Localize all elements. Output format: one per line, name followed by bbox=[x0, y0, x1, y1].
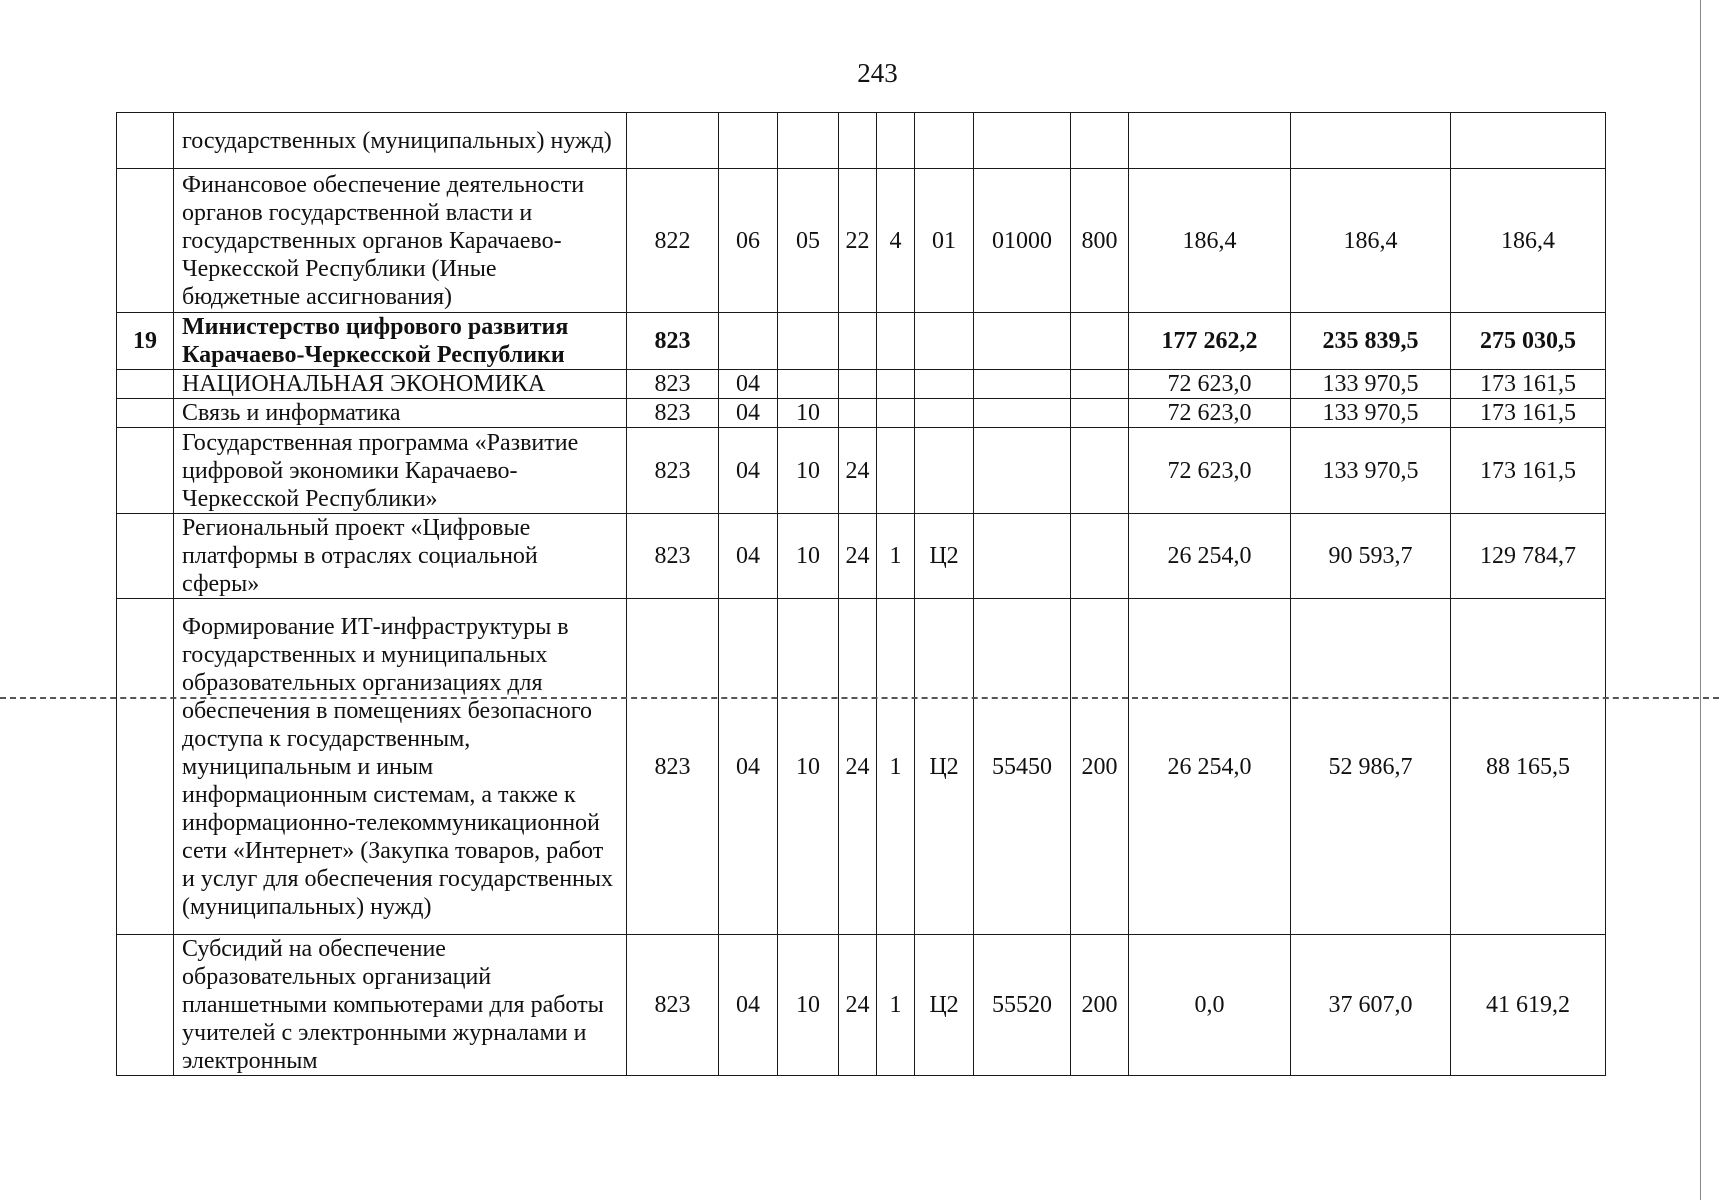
subsection-code-cell bbox=[778, 370, 839, 399]
amount-2024-cell: 133 970,5 bbox=[1291, 399, 1451, 428]
subsection-code-cell bbox=[778, 113, 839, 169]
row-number-cell bbox=[117, 399, 174, 428]
expense-code-cell bbox=[974, 370, 1071, 399]
expense-code-cell: 55450 bbox=[974, 599, 1071, 935]
amount-2025-cell: 129 784,7 bbox=[1451, 514, 1606, 599]
subprogram-code-cell: 1 bbox=[877, 514, 915, 599]
table-row bbox=[117, 514, 1606, 599]
row-name-cell: Министерство цифрового развития Карачаево-Черкесской Республики bbox=[174, 313, 627, 370]
section-code-cell bbox=[719, 313, 778, 370]
program-code-cell: 24 bbox=[839, 514, 877, 599]
amount-2025-cell: 173 161,5 bbox=[1451, 370, 1606, 399]
amount-2024-cell bbox=[1291, 113, 1451, 169]
subprogram-code-cell: 1 bbox=[877, 599, 915, 935]
row-number-cell bbox=[117, 169, 174, 313]
page-edge-line bbox=[1700, 0, 1701, 1200]
row-number-cell bbox=[117, 935, 174, 1076]
gov-code-cell bbox=[627, 113, 719, 169]
row-name-cell: Субсидий на обеспечение образовательных организаций планшетными компьютерами для работы учителей с электронными журналами и электронным bbox=[174, 935, 627, 1076]
table-row bbox=[117, 313, 1606, 370]
gov-code-cell: 823 bbox=[627, 599, 719, 935]
amount-2025-cell: 173 161,5 bbox=[1451, 428, 1606, 514]
type-code-cell bbox=[1071, 399, 1129, 428]
program-code-cell bbox=[839, 113, 877, 169]
subsection-code-cell: 05 bbox=[778, 169, 839, 313]
direction-code-cell bbox=[915, 370, 974, 399]
gov-code-cell: 822 bbox=[627, 169, 719, 313]
expense-code-cell bbox=[974, 428, 1071, 514]
row-number-cell bbox=[117, 599, 174, 935]
subprogram-code-cell: 1 bbox=[877, 935, 915, 1076]
row-name-cell: Финансовое обеспечение деятельности органов государственной власти и государственных органов Карачаево-Черкесской Республики (Иные бюджетные ассигнования) bbox=[174, 169, 627, 313]
type-code-cell: 800 bbox=[1071, 169, 1129, 313]
amount-2023-cell: 186,4 bbox=[1129, 169, 1291, 313]
cut-line bbox=[0, 697, 1719, 699]
amount-2023-cell bbox=[1129, 113, 1291, 169]
row-name-cell: Формирование ИТ-инфраструктуры в государственных и муниципальных образовательных организациях для обеспечения в помещениях безопасного доступа к государственным, муниципальным и иным информационным системам, а также к информационно-телекоммуникационной сети «Интернет» (Закупка товаров, работ и услуг для обеспечения государственных (муниципальных) нужд) bbox=[174, 599, 627, 935]
direction-code-cell bbox=[915, 113, 974, 169]
subsection-code-cell bbox=[778, 313, 839, 370]
table-row bbox=[117, 399, 1606, 428]
gov-code-cell: 823 bbox=[627, 428, 719, 514]
subsection-code-cell: 10 bbox=[778, 599, 839, 935]
section-code-cell: 04 bbox=[719, 428, 778, 514]
subsection-code-cell: 10 bbox=[778, 514, 839, 599]
gov-code-cell: 823 bbox=[627, 399, 719, 428]
amount-2024-cell: 133 970,5 bbox=[1291, 428, 1451, 514]
expense-code-cell bbox=[974, 514, 1071, 599]
budget-table bbox=[116, 112, 1606, 1076]
amount-2025-cell: 173 161,5 bbox=[1451, 399, 1606, 428]
type-code-cell bbox=[1071, 313, 1129, 370]
table-row bbox=[117, 935, 1606, 1076]
section-code-cell: 04 bbox=[719, 399, 778, 428]
section-code-cell: 04 bbox=[719, 514, 778, 599]
amount-2023-cell: 72 623,0 bbox=[1129, 428, 1291, 514]
row-name-cell: Связь и информатика bbox=[174, 399, 627, 428]
direction-code-cell: 01 bbox=[915, 169, 974, 313]
section-code-cell: 04 bbox=[719, 935, 778, 1076]
section-code-cell: 04 bbox=[719, 370, 778, 399]
gov-code-cell: 823 bbox=[627, 514, 719, 599]
program-code-cell: 24 bbox=[839, 935, 877, 1076]
amount-2025-cell: 41 619,2 bbox=[1451, 935, 1606, 1076]
subsection-code-cell: 10 bbox=[778, 399, 839, 428]
amount-2023-cell: 72 623,0 bbox=[1129, 370, 1291, 399]
subprogram-code-cell: 4 bbox=[877, 169, 915, 313]
program-code-cell bbox=[839, 370, 877, 399]
amount-2023-cell: 26 254,0 bbox=[1129, 514, 1291, 599]
type-code-cell: 200 bbox=[1071, 935, 1129, 1076]
gov-code-cell: 823 bbox=[627, 935, 719, 1076]
subprogram-code-cell bbox=[877, 399, 915, 428]
amount-2023-cell: 26 254,0 bbox=[1129, 599, 1291, 935]
direction-code-cell: Ц2 bbox=[915, 599, 974, 935]
program-code-cell: 24 bbox=[839, 428, 877, 514]
amount-2023-cell: 0,0 bbox=[1129, 935, 1291, 1076]
direction-code-cell: Ц2 bbox=[915, 514, 974, 599]
row-number-cell bbox=[117, 113, 174, 169]
program-code-cell: 24 bbox=[839, 599, 877, 935]
table-row bbox=[117, 428, 1606, 514]
amount-2024-cell: 235 839,5 bbox=[1291, 313, 1451, 370]
subprogram-code-cell bbox=[877, 370, 915, 399]
amount-2023-cell: 72 623,0 bbox=[1129, 399, 1291, 428]
expense-code-cell: 55520 bbox=[974, 935, 1071, 1076]
section-code-cell: 04 bbox=[719, 599, 778, 935]
direction-code-cell bbox=[915, 399, 974, 428]
subsection-code-cell: 10 bbox=[778, 428, 839, 514]
amount-2025-cell: 88 165,5 bbox=[1451, 599, 1606, 935]
program-code-cell: 22 bbox=[839, 169, 877, 313]
expense-code-cell: 01000 bbox=[974, 169, 1071, 313]
expense-code-cell bbox=[974, 113, 1071, 169]
table-row bbox=[117, 599, 1606, 935]
subprogram-code-cell bbox=[877, 313, 915, 370]
subprogram-code-cell bbox=[877, 428, 915, 514]
type-code-cell bbox=[1071, 370, 1129, 399]
expense-code-cell bbox=[974, 399, 1071, 428]
amount-2024-cell: 37 607,0 bbox=[1291, 935, 1451, 1076]
amount-2025-cell: 186,4 bbox=[1451, 169, 1606, 313]
row-name-cell: Государственная программа «Развитие цифровой экономики Карачаево-Черкесской Республики» bbox=[174, 428, 627, 514]
type-code-cell bbox=[1071, 428, 1129, 514]
gov-code-cell: 823 bbox=[627, 370, 719, 399]
table-row bbox=[117, 370, 1606, 399]
row-name-cell: Региональный проект «Цифровые платформы в отраслях социальной сферы» bbox=[174, 514, 627, 599]
amount-2024-cell: 90 593,7 bbox=[1291, 514, 1451, 599]
table-row bbox=[117, 113, 1606, 169]
row-number-cell: 19 bbox=[117, 313, 174, 370]
subprogram-code-cell bbox=[877, 113, 915, 169]
table-body bbox=[117, 113, 1606, 1076]
row-number-cell bbox=[117, 370, 174, 399]
section-code-cell: 06 bbox=[719, 169, 778, 313]
row-name-cell: НАЦИОНАЛЬНАЯ ЭКОНОМИКА bbox=[174, 370, 627, 399]
amount-2024-cell: 52 986,7 bbox=[1291, 599, 1451, 935]
program-code-cell bbox=[839, 399, 877, 428]
amount-2024-cell: 186,4 bbox=[1291, 169, 1451, 313]
type-code-cell bbox=[1071, 113, 1129, 169]
type-code-cell: 200 bbox=[1071, 599, 1129, 935]
row-name-cell: государственных (муниципальных) нужд) bbox=[174, 113, 627, 169]
amount-2025-cell bbox=[1451, 113, 1606, 169]
gov-code-cell: 823 bbox=[627, 313, 719, 370]
direction-code-cell bbox=[915, 428, 974, 514]
direction-code-cell bbox=[915, 313, 974, 370]
section-code-cell bbox=[719, 113, 778, 169]
direction-code-cell: Ц2 bbox=[915, 935, 974, 1076]
subsection-code-cell: 10 bbox=[778, 935, 839, 1076]
row-number-cell bbox=[117, 428, 174, 514]
table-row bbox=[117, 169, 1606, 313]
row-number-cell bbox=[117, 514, 174, 599]
amount-2023-cell: 177 262,2 bbox=[1129, 313, 1291, 370]
type-code-cell bbox=[1071, 514, 1129, 599]
amount-2024-cell: 133 970,5 bbox=[1291, 370, 1451, 399]
page-number: 243 bbox=[857, 58, 898, 88]
program-code-cell bbox=[839, 313, 877, 370]
expense-code-cell bbox=[974, 313, 1071, 370]
amount-2025-cell: 275 030,5 bbox=[1451, 313, 1606, 370]
